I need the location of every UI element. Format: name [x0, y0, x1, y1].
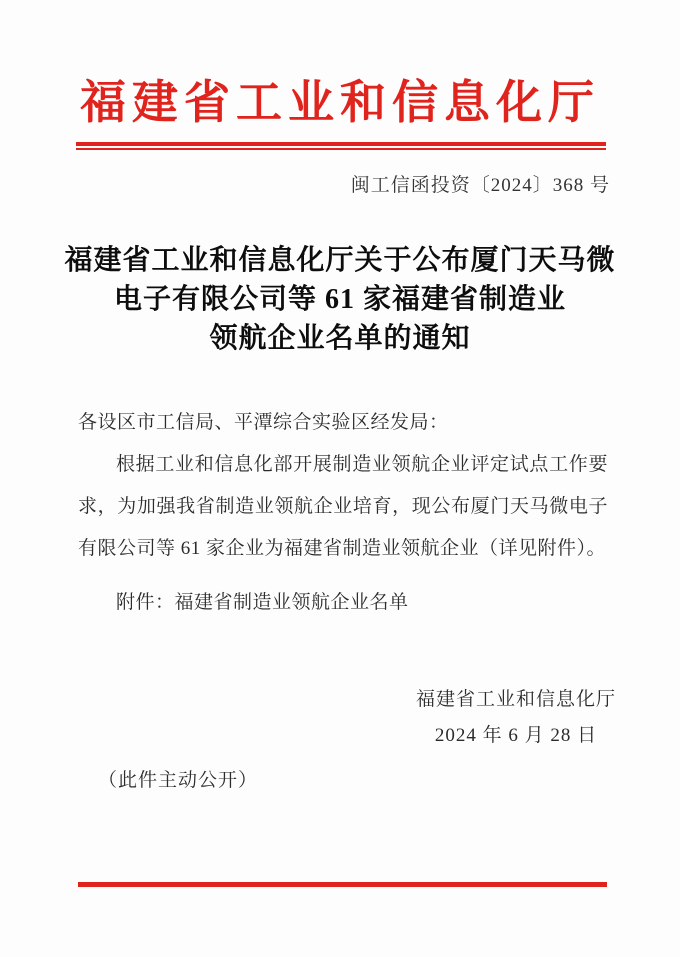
signoff-agency: 福建省工业和信息化厅 [415, 689, 616, 710]
bottom-rule [78, 882, 607, 887]
letterhead-agency-name: 福建省工业和信息化厅 [80, 77, 600, 128]
body-block [78, 402, 608, 570]
letterhead-rule-thin [76, 148, 606, 150]
attachment-line: 附件：福建省制造业领航企业名单 [116, 592, 409, 613]
doc-title-line-2: 电子有限公司等 61 家福建省制造业 [113, 284, 566, 315]
doc-title-line-1: 福建省工业和信息化厅关于公布厦门天马微 [64, 245, 616, 276]
signoff-date: 2024 年 6 月 28 日 [434, 725, 598, 746]
body-paragraph: 根据工业和信息化部开展制造业领航企业评定试点工作要求，为加强我省制造业领航企业培育，现公布厦门天马微电子有限公司等 61 家企业为福建省制造业领航企业（详见附件）。 [78, 454, 608, 559]
letterhead-rule [76, 142, 606, 150]
doc-number: 闽工信函投资〔2024〕368 号 [350, 175, 610, 196]
letterhead-rule-thick [76, 142, 606, 146]
letterhead [0, 0, 680, 150]
doc-title [40, 241, 640, 358]
doc-title-line-3: 领航企业名单的通知 [209, 323, 471, 354]
disclosure-note: （此件主动公开） [98, 770, 259, 791]
salutation: 各设区市工信局、平潭综合实验区经发局： [78, 412, 449, 433]
signoff-block [416, 682, 616, 754]
